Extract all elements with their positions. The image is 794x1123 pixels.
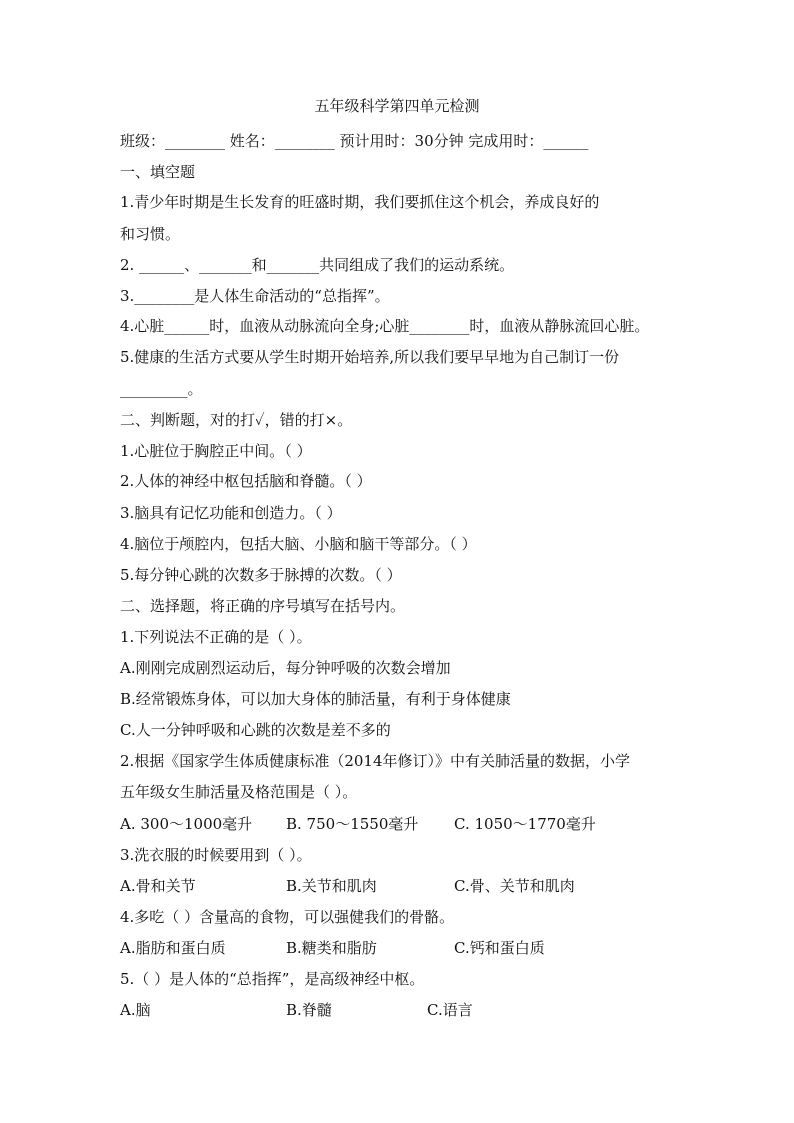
choice-question-3-option-b: B.关节和肌肉	[286, 877, 377, 895]
choice-question-4: 4.多吃（ ）含量高的食物，可以强健我们的骨骼。	[120, 908, 455, 926]
choice-question-4-option-c: C.钙和蛋白质	[454, 939, 545, 957]
judge-question-3: 3.脑具有记忆功能和创造力。（ ）	[120, 504, 342, 522]
choice-question-4-option-b: B.糖类和脂肪	[286, 939, 377, 957]
page-title: 五年级科学第四单元检测	[314, 97, 480, 115]
choice-question-2-option-a: A. 300～1000毫升	[120, 815, 253, 833]
judge-question-5: 5.每分钟心跳的次数多于脉搏的次数。（ ）	[120, 566, 402, 584]
fill-question-4: 4.心脏______时，血液从动脉流向全身;心脏________时，血液从静脉流回心脏。	[120, 317, 650, 335]
choice-question-3-option-a: A.骨和关节	[120, 877, 196, 895]
fill-section-heading: 一、填空题	[120, 163, 196, 181]
choice-section-heading: 二、选择题，将正确的序号填写在括号内。	[120, 597, 406, 615]
choice-question-1: 1.下列说法不正确的是（ ）。	[120, 628, 312, 646]
choice-question-1-option-c: C.人一分钟呼吸和心跳的次数是差不多的	[120, 721, 391, 739]
choice-question-5: 5.（ ）是人体的“总指挥”，是高级神经中枢。	[120, 970, 425, 988]
fill-question-1-line-1: 1.青少年时期是生长发育的旺盛时期，我们要抓住这个机会，养成良好的	[120, 193, 600, 211]
choice-question-5-option-c: C.语言	[427, 1001, 473, 1019]
fill-question-2: 2. ______、_______和_______共同组成了我们的运动系统。	[120, 256, 515, 274]
choice-question-2-option-b: B. 750～1550毫升	[286, 815, 419, 833]
judge-section-heading: 二、判断题，对的打✓，错的打×。	[120, 411, 353, 429]
fill-question-5-line-1: 5.健康的生活方式要从学生时期开始培养,所以我们要早早地为自己制订一份	[120, 348, 620, 366]
judge-question-4: 4.脑位于颅腔内，包括大脑、小脑和脑干等部分。（ ）	[120, 535, 477, 553]
choice-question-1-option-a: A.刚刚完成剧烈运动后，每分钟呼吸的次数会增加	[120, 659, 451, 677]
judge-question-1: 1.心脏位于胸腔正中间。（ ）	[120, 442, 312, 460]
choice-question-4-option-a: A.脂肪和蛋白质	[120, 939, 226, 957]
choice-question-3: 3.洗衣服的时候要用到（ ）。	[120, 846, 312, 864]
fill-question-5-line-2: _________。	[120, 380, 203, 398]
choice-question-2-option-c: C. 1050～1770毫升	[454, 815, 596, 833]
choice-question-2-line-1: 2.根据《国家学生体质健康标准（2014年修订）》中有关肺活量的数据，小学	[120, 752, 630, 770]
fill-question-3: 3.________是人体生命活动的“总指挥”。	[120, 287, 390, 305]
fill-question-1-line-2: 和习惯。	[120, 225, 181, 243]
choice-question-5-option-a: A.脑	[120, 1001, 151, 1019]
judge-question-2: 2.人体的神经中枢包括脑和脊髓。（ ）	[120, 472, 372, 490]
choice-question-3-option-c: C.骨、关节和肌肉	[454, 877, 575, 895]
choice-question-5-option-b: B.脊髓	[286, 1001, 332, 1019]
choice-question-1-option-b: B.经常锻炼身体，可以加大身体的肺活量，有利于身体健康	[120, 690, 511, 708]
choice-question-2-line-2: 五年级女生肺活量及格范围是（ ）。	[120, 783, 358, 801]
student-info-line: 班级：________ 姓名：________ 预计用时：30分钟 完成用时：______	[120, 132, 589, 150]
